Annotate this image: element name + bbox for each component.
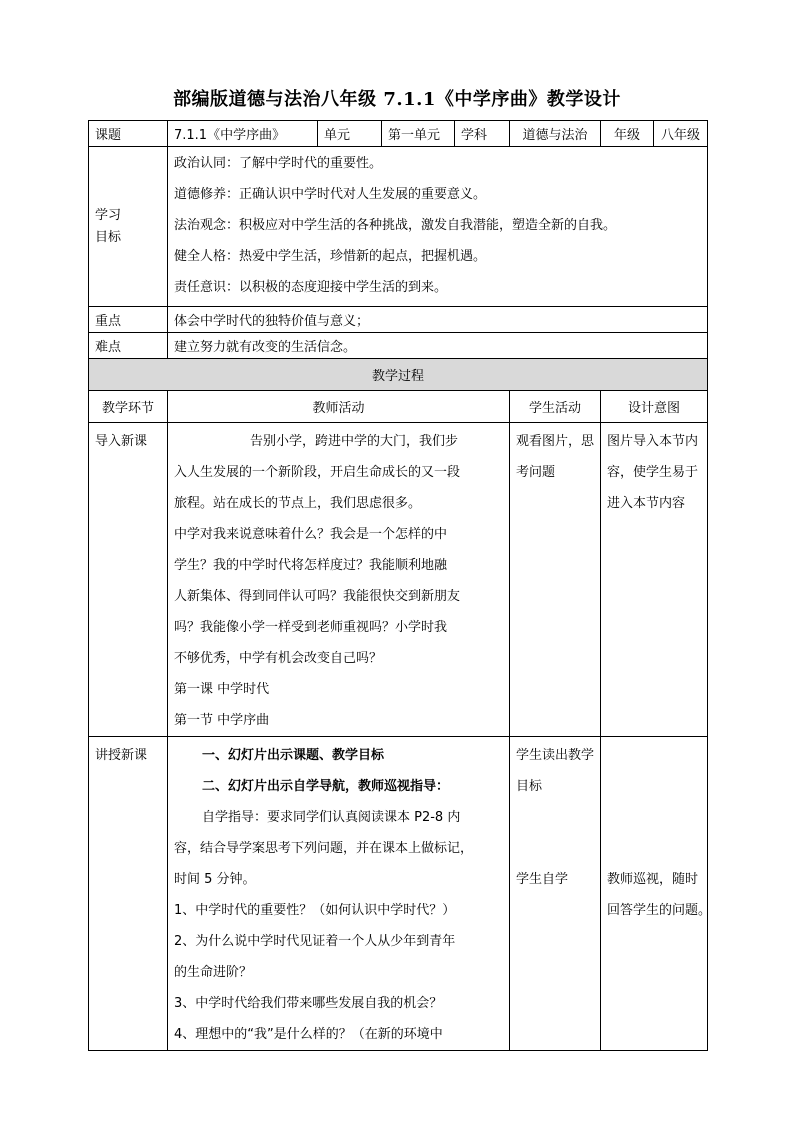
goals-row <box>89 147 708 307</box>
new-lesson-stage: 讲授新课 <box>89 737 168 1051</box>
difficulty-row <box>89 333 708 359</box>
goal-item: 法治观念：积极应对中学生活的各种挑战，激发自我潜能，塑造全新的自我。 <box>174 218 617 233</box>
text-line: 容，使学生易于 <box>607 465 699 480</box>
document-title: 部编版道德与法治八年级 7.1.1《中学序曲》教学设计 <box>173 89 621 110</box>
column-header-row <box>89 391 708 423</box>
column-header-teacher: 教师活动 <box>168 391 510 423</box>
goal-item: 健全人格：热爱中学生活，珍惜新的起点，把握机遇。 <box>174 249 487 264</box>
text-line: 第一课 中学时代 <box>174 682 270 697</box>
lesson-plan-table <box>88 120 712 1051</box>
text-line: 吗？我能像小学一样受到老师重视吗？小学时我 <box>174 620 448 635</box>
text-line: 自学指导：要求同学们认真阅读课本 P2-8 内 <box>202 810 461 825</box>
text-line: 一、幻灯片出示课题、教学目标 <box>202 748 385 763</box>
text-line: 观看图片，思 <box>516 434 595 449</box>
text-line: 旅程。站在成长的节点上，我们思虑很多。 <box>174 496 422 511</box>
new-lesson-row <box>89 737 708 1051</box>
unit-label: 单元 <box>318 121 382 147</box>
goals-content <box>168 147 708 307</box>
difficulty-label: 难点 <box>89 333 168 359</box>
text-line: 二、幻灯片出示自学导航，教师巡视指导： <box>202 779 450 794</box>
process-header: 教学过程 <box>89 359 708 391</box>
goal-item: 道德修养：正确认识中学时代对人生发展的重要意义。 <box>174 187 487 202</box>
text-line: 图片导入本节内 <box>607 434 699 449</box>
text-line: 时间 5 分钟。 <box>174 872 256 887</box>
unit-value: 第一单元 <box>382 121 455 147</box>
column-header-student: 学生活动 <box>510 391 601 423</box>
intro-teacher-activity <box>168 423 510 737</box>
topic-value: 7.1.1《中学序曲》 <box>168 121 318 147</box>
text-line: 3、中学时代给我们带来哪些发展自我的机会？ <box>174 996 443 1011</box>
intro-stage: 导入新课 <box>89 423 168 737</box>
key-point-label: 重点 <box>89 307 168 333</box>
intro-student-activity <box>510 423 601 737</box>
process-header-row <box>89 359 708 391</box>
text-line: 考问题 <box>516 465 556 480</box>
new-lesson-design-intent <box>601 737 712 1051</box>
new-lesson-teacher-activity <box>168 737 510 1051</box>
text-line: 进入本节内容 <box>607 496 686 511</box>
text-line: 学生自学 <box>516 872 569 887</box>
text-line: 目标 <box>516 779 543 794</box>
grade-label: 年级 <box>601 121 654 147</box>
text-line: 不够优秀，中学有机会改变自己吗？ <box>174 651 383 666</box>
difficulty-text: 建立努力就有改变的生活信念。 <box>168 333 708 359</box>
text-line: 2、为什么说中学时代见证着一个人从少年到青年 <box>174 934 456 949</box>
goals-label: 学习目标 <box>89 147 168 307</box>
grade-value: 八年级 <box>654 121 708 147</box>
new-lesson-student-activity <box>510 737 601 1051</box>
goal-item: 责任意识：以积极的态度迎接中学生活的到来。 <box>174 280 448 295</box>
text-line: 告别小学，跨进中学的大门，我们步 <box>250 434 459 449</box>
text-line: 容，结合导学案思考下列问题，并在课本上做标记， <box>174 841 474 856</box>
subject-label: 学科 <box>455 121 510 147</box>
column-header-stage: 教学环节 <box>89 391 168 423</box>
text-line: 学生读出教学 <box>516 748 595 763</box>
text-line: 中学对我来说意味着什么？我会是一个怎样的中 <box>174 527 448 542</box>
goal-item: 政治认同：了解中学时代的重要性。 <box>174 156 383 171</box>
key-point-row <box>89 307 708 333</box>
text-line: 回答学生的问题。 <box>607 903 712 918</box>
text-line: 入人生发展的一个新阶段，开启生命成长的又一段 <box>174 465 461 480</box>
column-header-intent: 设计意图 <box>601 391 708 423</box>
text-line: 学生？我的中学时代将怎样度过？我能顺利地融 <box>174 558 448 573</box>
key-point-text: 体会中学时代的独特价值与意义； <box>168 307 708 333</box>
text-line: 教师巡视，随时 <box>607 872 699 887</box>
intro-design-intent <box>601 423 708 737</box>
text-line: 4、理想中的“我”是什么样的？（在新的环境中 <box>174 1027 443 1042</box>
intro-row <box>89 423 708 737</box>
text-line: 人新集体、得到同伴认可吗？我能很快交到新朋友 <box>174 589 461 604</box>
topic-label: 课题 <box>89 121 168 147</box>
text-line: 的生命进阶？ <box>174 965 253 980</box>
text-line: 第一节 中学序曲 <box>174 713 270 728</box>
subject-value: 道德与法治 <box>510 121 601 147</box>
text-line: 1、中学时代的重要性？（如何认识中学时代？） <box>174 903 456 918</box>
header-row <box>89 121 708 147</box>
